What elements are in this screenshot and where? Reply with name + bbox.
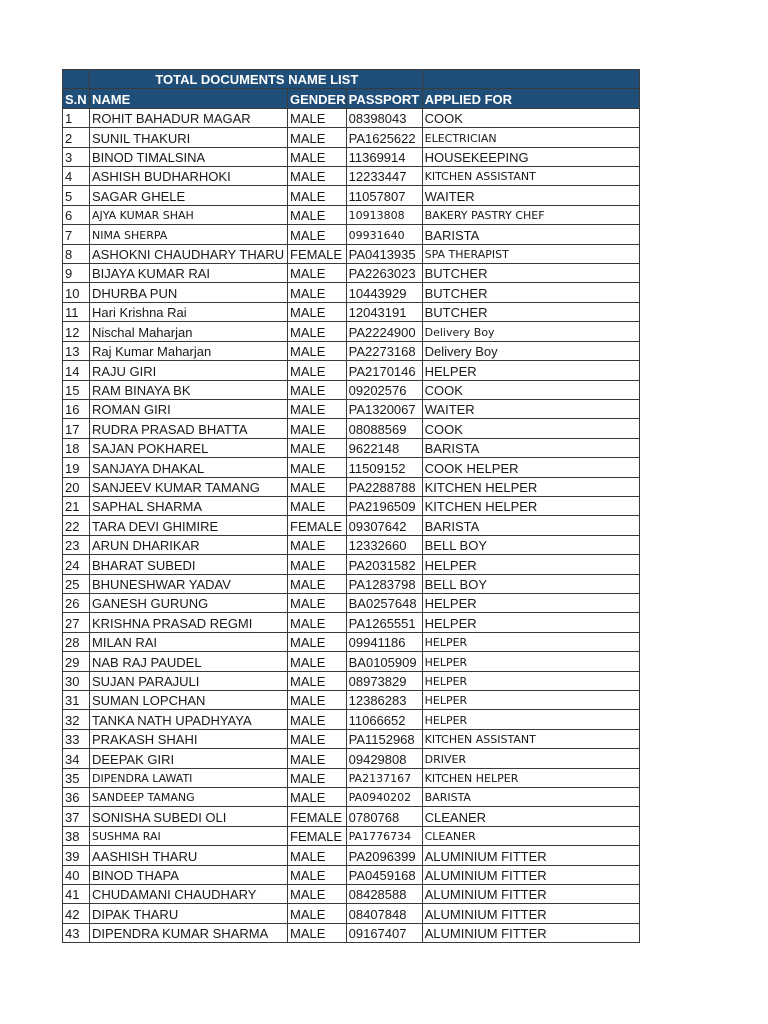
column-header-row — [63, 89, 640, 108]
cell-name: SUMAN LOPCHAN — [90, 691, 288, 710]
cell-passport: 11369914 — [346, 147, 422, 166]
column-header-passport: PASSPORT — [346, 89, 422, 108]
cell-gender: MALE — [288, 652, 347, 671]
cell-sn: 28 — [63, 632, 90, 651]
cell-sn: 32 — [63, 710, 90, 729]
cell-sn: 31 — [63, 691, 90, 710]
cell-name: ROMAN GIRI — [90, 399, 288, 418]
cell-sn: 27 — [63, 613, 90, 632]
cell-passport: 11509152 — [346, 458, 422, 477]
cell-gender: MALE — [288, 923, 347, 942]
cell-applied-for: CLEANER — [422, 807, 639, 826]
cell-sn: 25 — [63, 574, 90, 593]
cell-name: TANKA NATH UPADHYAYA — [90, 710, 288, 729]
cell-name: ASHISH BUDHARHOKI — [90, 167, 288, 186]
cell-applied-for: KITCHEN HELPER — [422, 496, 639, 515]
cell-passport: PA2263023 — [346, 264, 422, 283]
cell-applied-for: BUTCHER — [422, 302, 639, 321]
cell-passport: PA0459168 — [346, 865, 422, 884]
table-row — [63, 671, 640, 690]
table-row — [63, 691, 640, 710]
cell-applied-for: KITCHEN ASSISTANT — [422, 729, 639, 748]
cell-sn: 36 — [63, 788, 90, 807]
cell-gender: MALE — [288, 302, 347, 321]
cell-applied-for: DRIVER — [422, 749, 639, 768]
cell-name: NAB RAJ PAUDEL — [90, 652, 288, 671]
cell-applied-for: KITCHEN ASSISTANT — [422, 167, 639, 186]
cell-name: TARA DEVI GHIMIRE — [90, 516, 288, 535]
cell-gender: MALE — [288, 768, 347, 787]
cell-name: DIPENDRA KUMAR SHARMA — [90, 923, 288, 942]
cell-applied-for: BARISTA — [422, 788, 639, 807]
cell-gender: MALE — [288, 788, 347, 807]
cell-name: RAM BINAYA BK — [90, 380, 288, 399]
cell-gender: MALE — [288, 341, 347, 360]
table-row — [63, 167, 640, 186]
cell-applied-for: BARISTA — [422, 225, 639, 244]
table-row — [63, 147, 640, 166]
cell-name: SONISHA SUBEDI OLI — [90, 807, 288, 826]
cell-passport: 0780768 — [346, 807, 422, 826]
cell-passport: 12043191 — [346, 302, 422, 321]
cell-sn: 42 — [63, 904, 90, 923]
cell-passport: PA2196509 — [346, 496, 422, 515]
cell-name: PRAKASH SHAHI — [90, 729, 288, 748]
cell-sn: 21 — [63, 496, 90, 515]
cell-sn: 22 — [63, 516, 90, 535]
cell-name: NIMA SHERPA — [90, 225, 288, 244]
table-row — [63, 749, 640, 768]
cell-gender: MALE — [288, 264, 347, 283]
cell-name: MILAN RAI — [90, 632, 288, 651]
cell-applied-for: ELECTRICIAN — [422, 128, 639, 147]
cell-sn: 33 — [63, 729, 90, 748]
cell-name: SAJAN POKHAREL — [90, 438, 288, 457]
cell-gender: MALE — [288, 458, 347, 477]
table-row — [63, 244, 640, 263]
cell-name: BINOD TIMALSINA — [90, 147, 288, 166]
cell-applied-for: BAKERY PASTRY CHEF — [422, 205, 639, 224]
cell-passport: 12386283 — [346, 691, 422, 710]
cell-passport: PA2137167 — [346, 768, 422, 787]
cell-passport: PA1265551 — [346, 613, 422, 632]
cell-sn: 24 — [63, 555, 90, 574]
cell-passport: PA1320067 — [346, 399, 422, 418]
cell-sn: 26 — [63, 593, 90, 612]
cell-passport: PA2288788 — [346, 477, 422, 496]
cell-name: SANJAYA DHAKAL — [90, 458, 288, 477]
cell-passport: 08428588 — [346, 885, 422, 904]
cell-passport: PA2031582 — [346, 555, 422, 574]
cell-gender: FEMALE — [288, 826, 347, 845]
table-row — [63, 826, 640, 845]
cell-passport: PA2273168 — [346, 341, 422, 360]
cell-sn: 4 — [63, 167, 90, 186]
cell-applied-for: HELPER — [422, 710, 639, 729]
cell-name: SAPHAL SHARMA — [90, 496, 288, 515]
table-row — [63, 438, 640, 457]
cell-name: SANDEEP TAMANG — [90, 788, 288, 807]
cell-applied-for: COOK — [422, 108, 639, 127]
table-row — [63, 458, 640, 477]
table-row — [63, 399, 640, 418]
cell-name: SAGAR GHELE — [90, 186, 288, 205]
cell-gender: MALE — [288, 186, 347, 205]
cell-name: AJYA KUMAR SHAH — [90, 205, 288, 224]
cell-passport: 08407848 — [346, 904, 422, 923]
cell-name: SUSHMA RAI — [90, 826, 288, 845]
cell-name: BIJAYA KUMAR RAI — [90, 264, 288, 283]
cell-gender: MALE — [288, 885, 347, 904]
cell-sn: 1 — [63, 108, 90, 127]
title-spacer-cell — [63, 70, 90, 89]
cell-passport: 12233447 — [346, 167, 422, 186]
cell-gender: MALE — [288, 380, 347, 399]
table-row — [63, 807, 640, 826]
table-row — [63, 186, 640, 205]
cell-sn: 19 — [63, 458, 90, 477]
cell-applied-for: COOK — [422, 419, 639, 438]
table-row — [63, 322, 640, 341]
table-row — [63, 361, 640, 380]
table-row — [63, 865, 640, 884]
cell-passport: PA2224900 — [346, 322, 422, 341]
cell-gender: MALE — [288, 671, 347, 690]
cell-applied-for: KITCHEN HELPER — [422, 477, 639, 496]
cell-sn: 20 — [63, 477, 90, 496]
cell-gender: MALE — [288, 632, 347, 651]
table-row — [63, 904, 640, 923]
cell-gender: MALE — [288, 691, 347, 710]
cell-sn: 18 — [63, 438, 90, 457]
cell-sn: 23 — [63, 535, 90, 554]
cell-applied-for: ALUMINIUM FITTER — [422, 904, 639, 923]
cell-gender: MALE — [288, 535, 347, 554]
cell-sn: 10 — [63, 283, 90, 302]
cell-name: DIPENDRA LAWATI — [90, 768, 288, 787]
cell-applied-for: BELL BOY — [422, 574, 639, 593]
cell-sn: 29 — [63, 652, 90, 671]
cell-gender: MALE — [288, 167, 347, 186]
table-row — [63, 632, 640, 651]
cell-sn: 40 — [63, 865, 90, 884]
cell-gender: FEMALE — [288, 516, 347, 535]
cell-gender: MALE — [288, 710, 347, 729]
cell-name: RAJU GIRI — [90, 361, 288, 380]
cell-name: SUJAN PARAJULI — [90, 671, 288, 690]
cell-applied-for: KITCHEN HELPER — [422, 768, 639, 787]
cell-gender: MALE — [288, 361, 347, 380]
cell-applied-for: HOUSEKEEPING — [422, 147, 639, 166]
cell-name: GANESH GURUNG — [90, 593, 288, 612]
table-row — [63, 302, 640, 321]
cell-sn: 38 — [63, 826, 90, 845]
table-row — [63, 225, 640, 244]
cell-passport: 08088569 — [346, 419, 422, 438]
cell-name: RUDRA PRASAD BHATTA — [90, 419, 288, 438]
cell-passport: 09167407 — [346, 923, 422, 942]
cell-applied-for: HELPER — [422, 593, 639, 612]
column-header-name: NAME — [90, 89, 288, 108]
table-row — [63, 264, 640, 283]
column-header-applied-for: APPLIED FOR — [422, 89, 639, 108]
cell-gender: MALE — [288, 749, 347, 768]
cell-applied-for: CLEANER — [422, 826, 639, 845]
cell-sn: 37 — [63, 807, 90, 826]
cell-sn: 17 — [63, 419, 90, 438]
cell-applied-for: BUTCHER — [422, 264, 639, 283]
cell-name: DIPAK THARU — [90, 904, 288, 923]
cell-gender: MALE — [288, 593, 347, 612]
cell-sn: 2 — [63, 128, 90, 147]
table-title: TOTAL DOCUMENTS NAME LIST — [90, 70, 423, 89]
cell-passport: BA0105909 — [346, 652, 422, 671]
cell-applied-for: SPA THERAPIST — [422, 244, 639, 263]
table-body — [63, 108, 640, 942]
cell-applied-for: BELL BOY — [422, 535, 639, 554]
cell-name: CHUDAMANI CHAUDHARY — [90, 885, 288, 904]
cell-name: ASHOKNI CHAUDHARY THARU — [90, 244, 288, 263]
table-row — [63, 128, 640, 147]
cell-sn: 11 — [63, 302, 90, 321]
cell-sn: 14 — [63, 361, 90, 380]
cell-sn: 35 — [63, 768, 90, 787]
cell-sn: 13 — [63, 341, 90, 360]
cell-name: BHUNESHWAR YADAV — [90, 574, 288, 593]
cell-applied-for: HELPER — [422, 361, 639, 380]
table-row — [63, 729, 640, 748]
table-row — [63, 846, 640, 865]
cell-applied-for: Delivery Boy — [422, 322, 639, 341]
cell-sn: 7 — [63, 225, 90, 244]
cell-name: ARUN DHARIKAR — [90, 535, 288, 554]
cell-gender: FEMALE — [288, 807, 347, 826]
cell-passport: BA0257648 — [346, 593, 422, 612]
cell-gender: MALE — [288, 399, 347, 418]
table-row — [63, 283, 640, 302]
cell-applied-for: COOK — [422, 380, 639, 399]
table-row — [63, 768, 640, 787]
cell-passport: PA2170146 — [346, 361, 422, 380]
cell-name: Hari Krishna Rai — [90, 302, 288, 321]
table-row — [63, 477, 640, 496]
column-header-gender: GENDER — [288, 89, 347, 108]
cell-sn: 15 — [63, 380, 90, 399]
cell-gender: MALE — [288, 283, 347, 302]
table-row — [63, 205, 640, 224]
cell-name: Raj Kumar Maharjan — [90, 341, 288, 360]
table-row — [63, 555, 640, 574]
cell-name: KRISHNA PRASAD REGMI — [90, 613, 288, 632]
cell-gender: MALE — [288, 729, 347, 748]
cell-applied-for: ALUMINIUM FITTER — [422, 846, 639, 865]
cell-applied-for: ALUMINIUM FITTER — [422, 885, 639, 904]
cell-passport: 09202576 — [346, 380, 422, 399]
cell-passport: 10443929 — [346, 283, 422, 302]
document-table — [62, 69, 640, 943]
table-row — [63, 380, 640, 399]
cell-gender: FEMALE — [288, 244, 347, 263]
cell-passport: 9622148 — [346, 438, 422, 457]
cell-applied-for: BARISTA — [422, 438, 639, 457]
cell-passport: 10913808 — [346, 205, 422, 224]
table-row — [63, 496, 640, 515]
cell-sn: 43 — [63, 923, 90, 942]
table-row — [63, 516, 640, 535]
table-row — [63, 885, 640, 904]
cell-applied-for: Delivery Boy — [422, 341, 639, 360]
cell-sn: 16 — [63, 399, 90, 418]
cell-gender: MALE — [288, 904, 347, 923]
table-row — [63, 419, 640, 438]
cell-applied-for: ALUMINIUM FITTER — [422, 865, 639, 884]
cell-applied-for: BARISTA — [422, 516, 639, 535]
cell-gender: MALE — [288, 865, 347, 884]
cell-applied-for: HELPER — [422, 671, 639, 690]
cell-name: BINOD THAPA — [90, 865, 288, 884]
title-row — [63, 70, 640, 89]
cell-name: BHARAT SUBEDI — [90, 555, 288, 574]
cell-name: ROHIT BAHADUR MAGAR — [90, 108, 288, 127]
cell-passport: 09931640 — [346, 225, 422, 244]
cell-gender: MALE — [288, 225, 347, 244]
cell-name: SANJEEV KUMAR TAMANG — [90, 477, 288, 496]
cell-gender: MALE — [288, 322, 347, 341]
cell-gender: MALE — [288, 496, 347, 515]
cell-gender: MALE — [288, 613, 347, 632]
cell-sn: 41 — [63, 885, 90, 904]
cell-gender: MALE — [288, 477, 347, 496]
cell-passport: PA2096399 — [346, 846, 422, 865]
cell-name: DHURBA PUN — [90, 283, 288, 302]
table-row — [63, 574, 640, 593]
cell-applied-for: WAITER — [422, 186, 639, 205]
title-spacer-cell — [422, 70, 639, 89]
cell-sn: 39 — [63, 846, 90, 865]
table-row — [63, 788, 640, 807]
cell-applied-for: HELPER — [422, 691, 639, 710]
cell-name: SUNIL THAKURI — [90, 128, 288, 147]
cell-gender: MALE — [288, 574, 347, 593]
cell-passport: PA1152968 — [346, 729, 422, 748]
cell-gender: MALE — [288, 419, 347, 438]
cell-applied-for: BUTCHER — [422, 283, 639, 302]
column-header-sn: S.N — [63, 89, 90, 108]
cell-sn: 34 — [63, 749, 90, 768]
cell-passport: PA0940202 — [346, 788, 422, 807]
cell-applied-for: COOK HELPER — [422, 458, 639, 477]
cell-gender: MALE — [288, 128, 347, 147]
table-row — [63, 613, 640, 632]
cell-passport: 09429808 — [346, 749, 422, 768]
cell-gender: MALE — [288, 205, 347, 224]
table-row — [63, 593, 640, 612]
cell-gender: MALE — [288, 147, 347, 166]
cell-applied-for: ALUMINIUM FITTER — [422, 923, 639, 942]
cell-name: Nischal Maharjan — [90, 322, 288, 341]
cell-passport: 08973829 — [346, 671, 422, 690]
cell-passport: PA1283798 — [346, 574, 422, 593]
table-row — [63, 710, 640, 729]
cell-sn: 5 — [63, 186, 90, 205]
table-row — [63, 108, 640, 127]
cell-passport: 12332660 — [346, 535, 422, 554]
cell-sn: 3 — [63, 147, 90, 166]
cell-gender: MALE — [288, 555, 347, 574]
cell-name: DEEPAK GIRI — [90, 749, 288, 768]
cell-passport: PA1625622 — [346, 128, 422, 147]
cell-passport: PA0413935 — [346, 244, 422, 263]
table-row — [63, 923, 640, 942]
cell-applied-for: HELPER — [422, 555, 639, 574]
table-row — [63, 341, 640, 360]
cell-passport: 09307642 — [346, 516, 422, 535]
cell-gender: MALE — [288, 438, 347, 457]
cell-sn: 30 — [63, 671, 90, 690]
cell-sn: 6 — [63, 205, 90, 224]
cell-sn: 12 — [63, 322, 90, 341]
cell-sn: 8 — [63, 244, 90, 263]
cell-passport: 08398043 — [346, 108, 422, 127]
cell-applied-for: HELPER — [422, 632, 639, 651]
cell-passport: PA1776734 — [346, 826, 422, 845]
table-row — [63, 535, 640, 554]
cell-applied-for: HELPER — [422, 652, 639, 671]
table-row — [63, 652, 640, 671]
cell-gender: MALE — [288, 846, 347, 865]
cell-name: AASHISH THARU — [90, 846, 288, 865]
cell-applied-for: WAITER — [422, 399, 639, 418]
cell-applied-for: HELPER — [422, 613, 639, 632]
cell-passport: 09941186 — [346, 632, 422, 651]
cell-gender: MALE — [288, 108, 347, 127]
cell-passport: 11066652 — [346, 710, 422, 729]
cell-passport: 11057807 — [346, 186, 422, 205]
cell-sn: 9 — [63, 264, 90, 283]
